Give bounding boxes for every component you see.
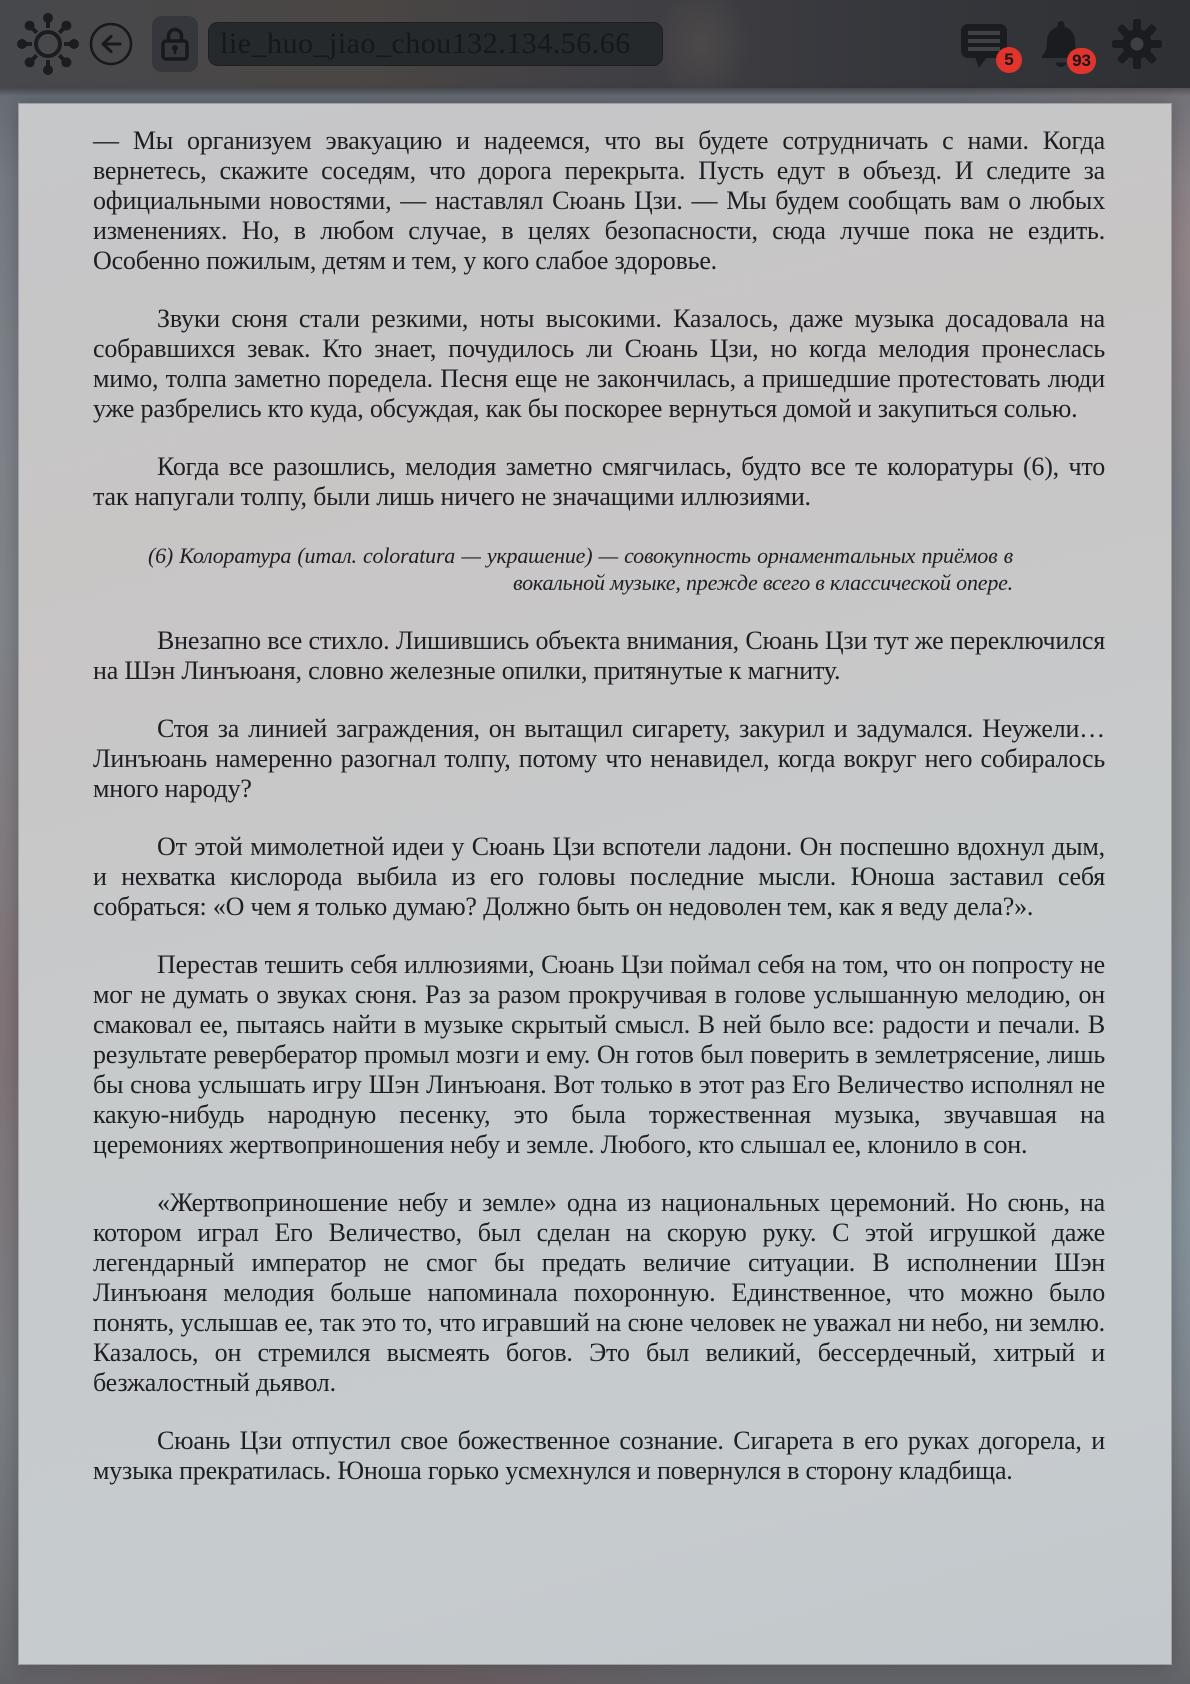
notifications-button[interactable] <box>1038 18 1091 70</box>
lock-icon <box>159 25 191 63</box>
notifications-badge: 93 <box>1067 48 1096 74</box>
back-button[interactable] <box>88 21 134 67</box>
paragraph: Внезапно все стихло. Лишившись объекта внимания, Сюань Цзи тут же переключился на Шэн Линъюаня, словно железные опилки, притянутые к магниту. <box>93 626 1105 685</box>
settings-button[interactable] <box>1112 19 1162 69</box>
paragraph: — Мы организуем эвакуацию и надеемся, что вы будете сотрудничать с нами. Когда вернетесь, скажите соседям, что дорога перекрыта. Пусть едут в объезд. И следите за официальными новостями, — наставлял Сюань Цзи. — Мы будем сообщать вам о любых изменениях. Но, в любом случае, в целях безопасности, сюда лучше пока не ездить. Особенно пожилым, детям и тем, у кого слабое здоровье. <box>93 126 1105 275</box>
reader-page[interactable] <box>18 103 1172 1665</box>
address-text: lie_huo_jiao_chou132.134.56.66 <box>220 27 631 60</box>
paragraph: Стоя за линией заграждения, он вытащил сигарету, закурил и задумался. Неужели… Линъюань намеренно разогнал толпу, потому что ненавидел, когда вокруг него собиралось много народу? <box>93 714 1105 803</box>
messages-badge: 5 <box>996 47 1022 73</box>
messages-button[interactable] <box>960 19 1014 69</box>
paragraph: Сюань Цзи отпустил свое божественное сознание. Сигарета в его руках догорела, и музыка прекратилась. Юноша горько усмехнулся и повернулся в сторону кладбища. <box>93 1426 1105 1485</box>
lock-button[interactable] <box>152 16 198 72</box>
paragraph: От этой мимолетной идеи у Сюань Цзи вспотели ладони. Он поспешно вдохнул дым, и нехватка кислорода выбила из его головы последние мысли. Юноша заставил себя собраться: «О чем я только думаю? Должно быть он недоволен тем, как я веду дела?». <box>93 832 1105 921</box>
virus-menu-button[interactable] <box>16 12 80 76</box>
paragraph: Когда все разошлись, мелодия заметно смягчилась, будто все те колоратуры (6), что так напугали толпу, были лишь ничего не значащими иллюзиями. <box>93 452 1105 511</box>
paragraph: Звуки сюня стали резкими, ноты высокими. Казалось, даже музыка досадовала на собравшихся зевак. Кто знает, почудилось ли Сюань Цзи, но когда мелодия пронеслась мимо, толпа заметно поредела. Песня еще не закончилась, а пришедшие протестовать люди уже разбрелись кто куда, обсуждая, как бы поскорее вернуться домой и закупиться солью. <box>93 304 1105 423</box>
top-toolbar <box>0 0 1190 88</box>
virus-icon <box>16 12 80 76</box>
toolbar-right-group <box>960 18 1162 70</box>
back-arrow-icon <box>88 21 134 67</box>
address-bar[interactable] <box>208 22 663 66</box>
paragraph: Перестав тешить себя иллюзиями, Сюань Цзи поймал себя на том, что он попросту не мог не думать о звуках сюня. Раз за разом прокручивая в голове услышанную мелодию, он смаковал ее, пытаясь найти в музыке скрытый смысл. В ней было все: радости и печали. В результате ревербератор промыл мозги и ему. Он готов был поверить в землетрясение, лишь бы снова услышать игру Шэн Линъюаня. Вот только в этот раз Его Величество исполнял не какую-нибудь народную песенку, это была торжественная музыка, звучавшая на церемониях жертвоприношения небу и земле. Любого, кто слышал ее, клонило в сон. <box>93 950 1105 1159</box>
footnote: (6) Колоратура (итал. coloratura — украшение) — совокупность орнаментальных приёмов в вокальной музыке, прежде всего в классической опере. <box>148 543 1013 595</box>
paragraph: «Жертвоприношение небу и земле» одна из национальных церемоний. Но сюнь, на котором играл Его Величество, был сделан на скорую руку. С этой игрушкой даже легендарный император не смог бы предать величие ситуации. В исполнении Шэн Линъюаня мелодия больше напоминала похоронную. Единственное, что можно было понять, услышав ее, так это то, что игравший на сюне человек не уважал ни небо, ни землю. Казалось, он стремился высмеять богов. Это был великий, бессердечный, хитрый и безжалостный дьявол. <box>93 1188 1105 1397</box>
gear-icon <box>1112 19 1162 69</box>
